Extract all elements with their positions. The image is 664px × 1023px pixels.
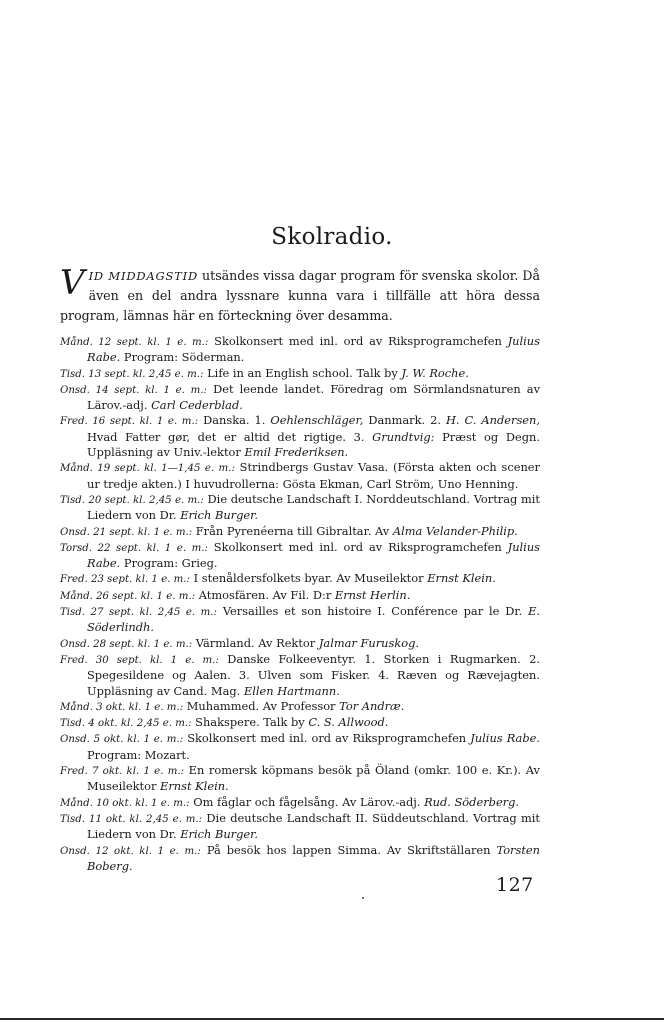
program-text: Die deutsche Landschaft II. Süddeutschland. Vortrag mit Liedern von Dr. [87, 810, 540, 842]
program-entry [60, 715, 540, 731]
program-date: Månd. 3 okt. kl. 1 e. m.: [60, 701, 184, 713]
program-date: Tisd. 27 sept. kl. 2,45 e. m.: [60, 607, 217, 619]
print-speck [362, 897, 364, 899]
program-text: I stenåldersfolkets byar. Av Museilektor [189, 571, 428, 586]
program-name-italic: Erich Burger. [180, 508, 258, 523]
program-entry [60, 413, 540, 460]
program-entry [60, 334, 540, 366]
intro-paragraph [60, 263, 540, 326]
program-date: Tisd. 13 sept. kl. 2,45 e. m.: [60, 368, 204, 380]
program-name-italic: J. W. Roche. [401, 365, 469, 380]
intro-text: utsändes vissa dagar program för svenska skolor. Då även en del andra lyssnare kunna vara i tillfälle att höra dessa program, lämnas här en förteckning över desamma. [60, 268, 540, 323]
program-entry [60, 699, 540, 715]
program-entry [60, 366, 540, 382]
program-name-italic: H. C. Andersen, [445, 413, 540, 428]
program-text: Muhammed. Av Professor [183, 698, 340, 713]
program-entry [60, 843, 540, 875]
program-date: Onsd. 21 sept. kl. 1 e. m.: [60, 526, 193, 538]
page-title: Skolradio. [271, 224, 393, 250]
program-entry [60, 763, 540, 795]
program-text: Life in an English school. Talk by [203, 365, 402, 380]
program-entry [60, 731, 540, 763]
program-name-italic: Erich Burger. [180, 827, 258, 842]
program-entry [60, 460, 540, 492]
program-name-italic: Ernst Klein. [427, 571, 496, 586]
program-text: Om fåglar och fågelsång. Av Lärov.-adj. [189, 794, 425, 809]
program-name-italic: Emil Frederiksen. [244, 445, 349, 460]
program-date: Fred. 23 sept. kl. 1 e. m.: [60, 574, 190, 586]
program-text: Danske Folkeeventyr. 1. Storken i Rugmarken. 2. Spegesildene og Aalen. 3. Ulven som Fisker. 4. Ræven og Rævejagten. Uppläsning av Cand. Mag. [87, 651, 540, 698]
program-name-italic: Rud. Söderberg. [424, 794, 520, 809]
program-text: Danmark. 2. [363, 413, 446, 428]
program-text: På besök hos lappen Simma. Av Skriftställaren [200, 842, 497, 857]
program-name-italic: Ernst Herlin. [334, 587, 411, 602]
drop-cap: V [60, 263, 85, 303]
program-date: Månd. 19 sept. kl. 1—1,45 e. m.: [60, 463, 235, 475]
program-list [60, 334, 540, 874]
program-entry [60, 636, 540, 652]
program-name-italic: Oehlenschläger, [270, 413, 364, 428]
program-date: Fred. 30 sept. kl. 1 e. m.: [60, 654, 219, 666]
program-date: Onsd. 14 sept. kl. 1 e. m.: [60, 384, 207, 396]
program-text: Värmland. Av Rektor [192, 635, 319, 650]
program-date: Torsd. 22 sept. kl. 1 e. m.: [60, 542, 208, 554]
program-text: Strindbergs Gustav Vasa. (Första akten och scener ur tredje akten.) I huvudrollerna: Gösta Ekman, Carl Ström, Uno Henning. [87, 460, 540, 491]
program-entry [60, 652, 540, 699]
program-date: Fred. 16 sept. kl. 1 e. m.: [60, 416, 199, 428]
program-name-italic: Tor Andræ. [339, 698, 405, 713]
program-text: Shakspere. Talk by [191, 715, 309, 730]
intro-lead: ID MIDDAGSTID [88, 269, 198, 283]
program-name-italic: Julius Rabe. [87, 334, 540, 365]
program-text: Program: Grieg. [120, 556, 218, 571]
page-number: 127 [496, 874, 534, 896]
program-date: Fred. 7 okt. kl. 1 e. m.: [60, 766, 185, 778]
program-entry [60, 524, 540, 540]
program-entry [60, 588, 540, 604]
program-name-italic: Jalmar Furuskog. [318, 635, 420, 650]
program-text: Danska. 1. [198, 413, 271, 428]
program-date: Månd. 10 okt. kl. 1 e. m.: [60, 797, 190, 809]
program-date: Onsd. 12 okt. kl. 1 e. m.: [60, 845, 201, 857]
program-name-italic: E. Söderlindh. [87, 604, 540, 635]
program-entry [60, 382, 540, 414]
program-date: Tisd. 20 sept. kl. 2,45 e. m.: [60, 494, 204, 506]
program-text: Præst og Degn. Uppläsning av Univ.-lektor [87, 429, 540, 460]
program-name-italic: Julius Rabe. [87, 539, 541, 571]
program-name-italic: C. S. Allwood. [308, 715, 389, 730]
program-entry [60, 540, 540, 572]
program-entry [60, 492, 540, 524]
program-entry [60, 571, 540, 587]
program-text: Skolkonsert med inl. ord av Riksprogramchefen [183, 731, 471, 746]
program-entry [60, 795, 540, 811]
program-name-italic: Ernst Klein. [160, 779, 229, 794]
scan-edge-line [0, 1018, 664, 1020]
program-entry [60, 811, 540, 843]
program-name-italic: Torsten Boberg. [87, 842, 540, 873]
program-date: Månd. 26 sept. kl. 1 e. m.: [60, 590, 196, 602]
program-date: Tisd. 11 okt. kl. 2,45 e. m.: [60, 813, 203, 825]
program-text: Versailles et son histoire I. Conférence par le Dr. [216, 604, 529, 619]
program-name-italic: Carl Cederblad. [151, 398, 243, 413]
program-text: Från Pyrenéerna till Gibraltar. Av [192, 523, 393, 538]
program-text: Skolkonsert med inl. ord av Riksprogramchefen [207, 539, 508, 554]
program-name-italic: Alma Velander-Philip. [392, 523, 518, 538]
program-text: Hvad Fatter gør, det er altid det rigtige. 3. [87, 429, 373, 444]
program-text: Program: Mozart. [87, 747, 190, 762]
program-date: Tisd. 4 okt. kl. 2,45 e. m.: [60, 718, 192, 730]
program-text: Det leende landet. Föredrag om Sörmlandsnaturen av Lärov.-adj. [87, 381, 541, 413]
program-date: Onsd. 5 okt. kl. 1 e. m.: [60, 734, 184, 746]
program-entry [60, 604, 540, 636]
program-text: Die deutsche Landschaft I. Norddeutschland. Vortrag mit Liedern von Dr. [87, 491, 540, 523]
program-name-italic: Julius Rabe. [470, 731, 541, 746]
program-name-italic: Ellen Hartmann. [243, 683, 340, 698]
program-name-italic: Grundtvig: [372, 429, 435, 444]
program-text: En romersk köpmans besök på Öland (omkr. 100 e. Kr.). Av Museilektor [87, 763, 540, 794]
program-text: Program: Söderman. [120, 350, 245, 365]
program-date: Månd. 12 sept. kl. 1 e. m.: [60, 337, 209, 348]
program-text: Skolkonsert med inl. ord av Riksprogramchefen [208, 334, 508, 348]
program-date: Onsd. 28 sept. kl. 1 e. m.: [60, 638, 193, 650]
program-text: Atmosfären. Av Fil. D:r [195, 587, 335, 602]
